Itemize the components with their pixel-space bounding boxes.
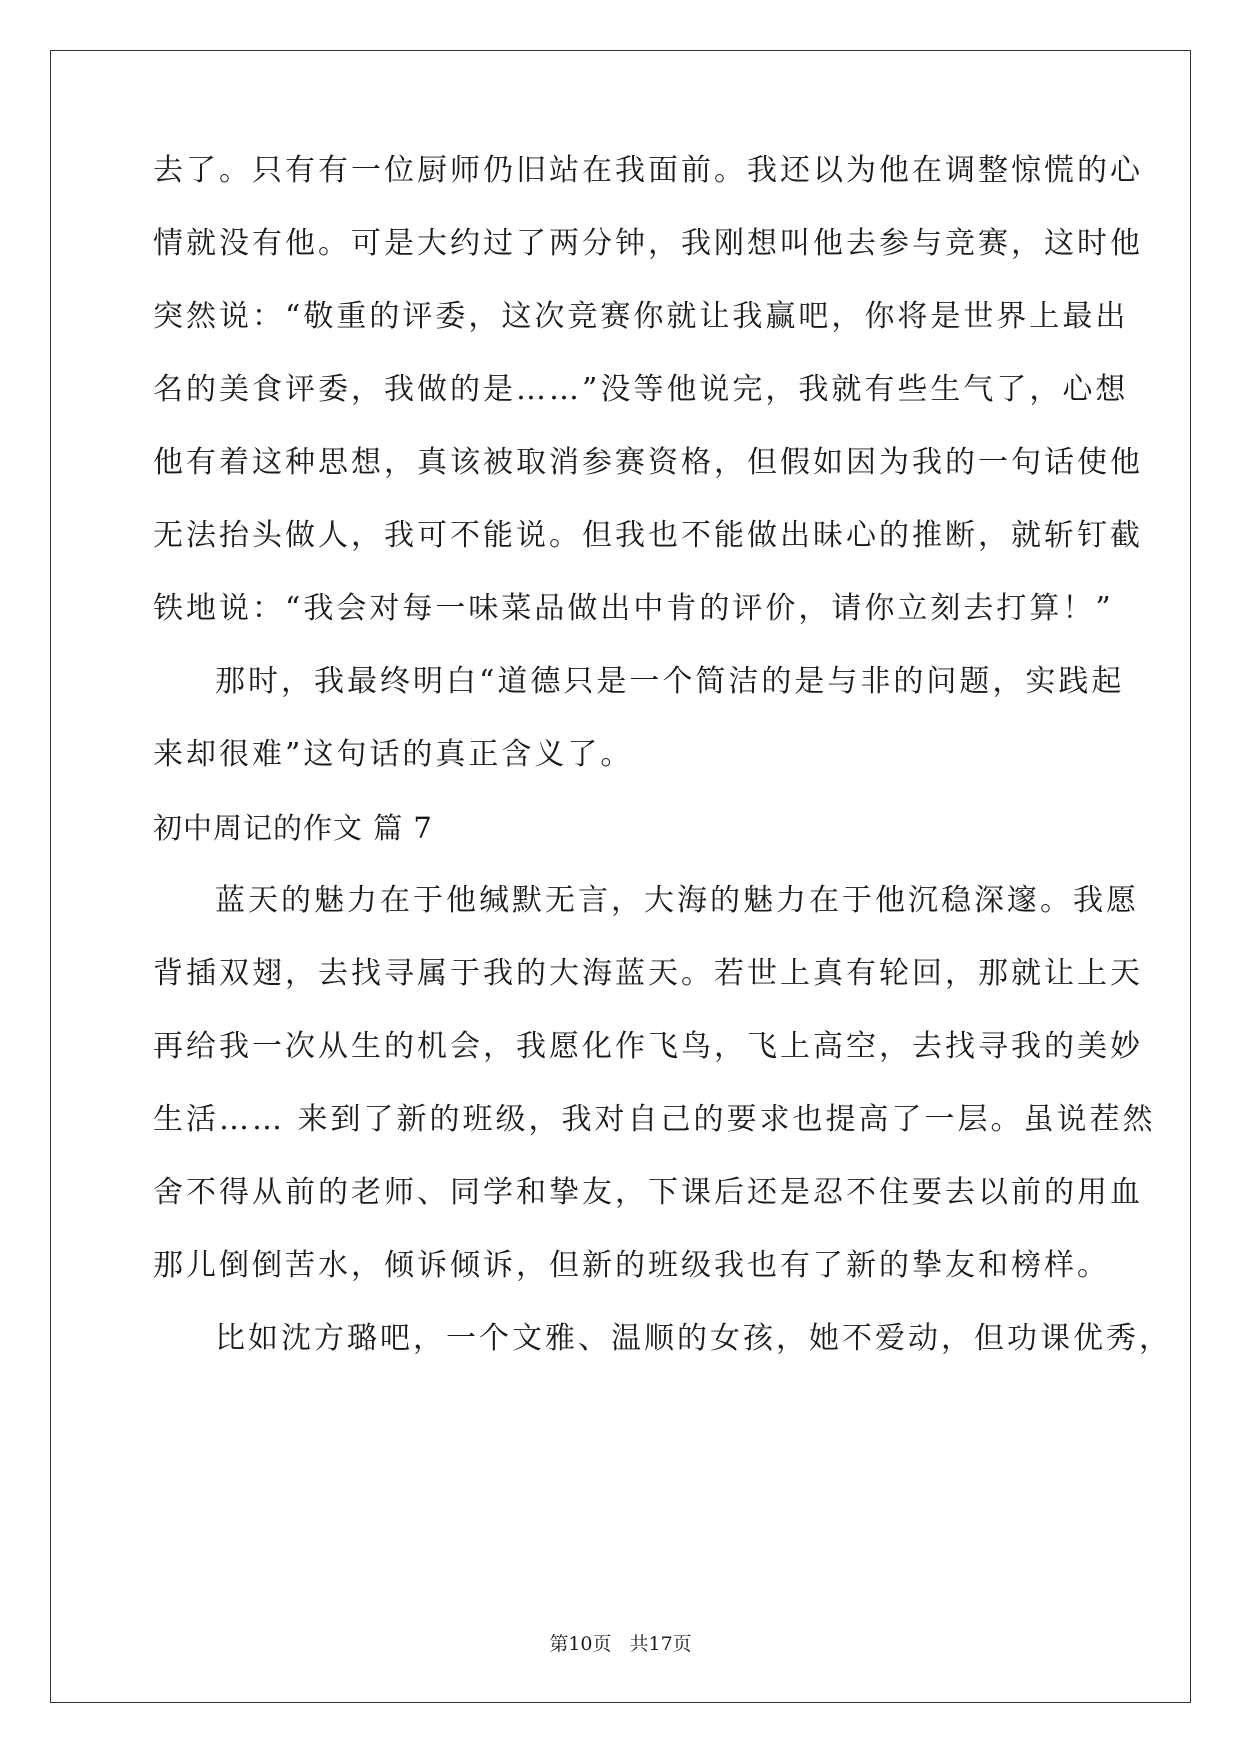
page-number: 第10页	[549, 1633, 612, 1655]
paragraph-line: 那时，我最终明白“道德只是一个简洁的是与非的问题，实践起	[215, 664, 1125, 699]
paragraph-line: 再给我一次从生的机会，我愿化作飞鸟，飞上高空，去找寻我的美妙	[153, 1029, 1143, 1064]
paragraph-line: 铁地说：“我会对每一味菜品做出中肯的评价，请你立刻去打算！”	[153, 591, 1114, 626]
paragraph-line: 那儿倒倒苦水，倾诉倾诉，但新的班级我也有了新的挚友和榜样。	[153, 1248, 1110, 1283]
section-heading: 初中周记的作文 篇 7	[153, 811, 433, 845]
paragraph-line: 他有着这种思想，真该被取消参赛资格，但假如因为我的一句话使他	[153, 445, 1143, 480]
paragraph-line: 蓝天的魅力在于他缄默无言，大海的魅力在于他沉稳深邃。我愿	[215, 883, 1139, 918]
paragraph-line: 生活…… 来到了新的班级，我对自己的要求也提高了一层。虽说茬然	[153, 1102, 1156, 1137]
paragraph-line: 情就没有他。可是大约过了两分钟，我刚想叫他去参与竞赛，这时他	[153, 226, 1143, 261]
paragraph-line: 背插双翅，去找寻属于我的大海蓝天。若世上真有轮回，那就让上天	[153, 956, 1143, 991]
page-footer	[0, 1632, 1241, 1656]
paragraph-line: 来却很难”这句话的真正含义了。	[153, 737, 634, 772]
paragraph-line: 舍不得从前的老师、同学和挚友，下课后还是忍不住要去以前的用血	[153, 1175, 1143, 1210]
paragraph-line: 无法抬头做人，我可不能说。但我也不能做出昧心的推断，就斩钉截	[153, 518, 1143, 553]
paragraph-line: 比如沈方璐吧，一个文雅、温顺的女孩，她不爱动，但功课优秀，	[215, 1321, 1172, 1356]
paragraph-line: 突然说：“敬重的评委，这次竞赛你就让我赢吧，你将是世界上最出	[153, 299, 1129, 334]
page-border	[50, 50, 1191, 1703]
paragraph-line: 名的美食评委，我做的是……”没等他说完，我就有些生气了，心想	[153, 372, 1129, 407]
paragraph-line: 去了。只有有一位厨师仍旧站在我面前。我还以为他在调整惊慌的心	[153, 153, 1143, 188]
page-total: 共17页	[629, 1633, 692, 1655]
